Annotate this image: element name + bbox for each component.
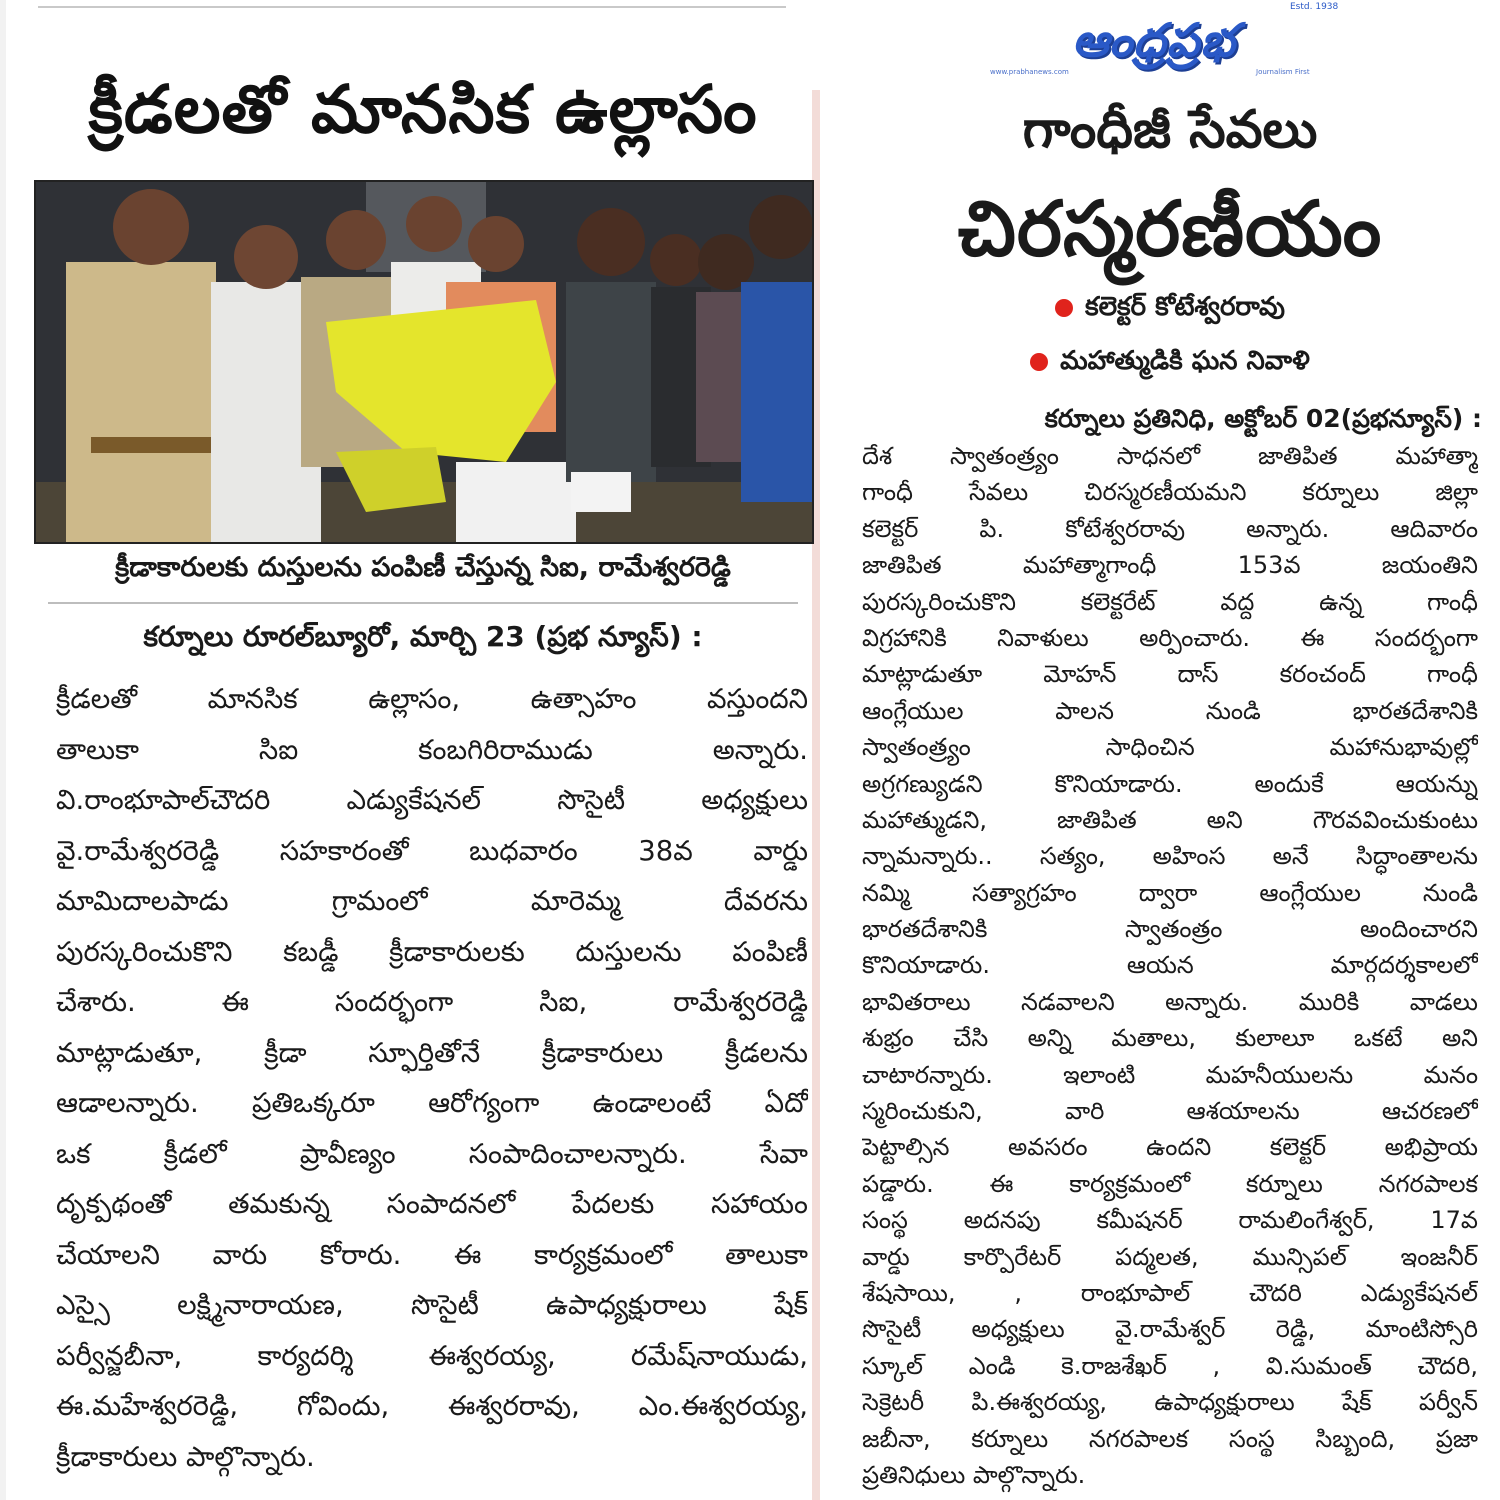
news-photo [34, 180, 814, 544]
body-line: ఆడాలన్నారు. ప్రతిఒక్కరూ ఆరోగ్యంగా ఉండాలంటే ఏదో [56, 1087, 808, 1119]
masthead-established: Estd. 1938 [1290, 2, 1339, 12]
red-bullet-icon [1055, 299, 1073, 317]
page-edge [0, 0, 6, 1500]
body-line: నమ్మి సత్యాగ్రహం ద్వారా ఆంగ్లేయుల నుండి [862, 878, 1478, 907]
body-line: వి.రాంభూపాల్‌చౌదరి ఎడ్యుకేషనల్ సొసైటీ అధ్యక్షులు [56, 784, 808, 816]
body-line: పురస్కరించుకొని కలెక్టరేట్ వద్ద ఉన్న గాంధీ [862, 587, 1478, 616]
body-line: వార్డు కార్పొరేటర్ పద్మలత, మున్సిపల్ ఇంజనీర్ [862, 1242, 1478, 1271]
top-rule [38, 6, 786, 8]
body-line: శేషసాయి, , రాంభూపాల్ చౌదరి ఎడ్యుకేషనల్ [862, 1278, 1478, 1307]
right-headline-line1: గాంధీజీ సేవలు [1022, 100, 1318, 160]
body-line: సొసైటీ అధ్యక్షులు వై.రామేశ్వర్ రెడ్డి, మాంటిస్సోరి [862, 1315, 1478, 1344]
body-line: పర్వీన్జబీనా, కార్యదర్శి ఈశ్వరయ్య, రమేష్‌నాయుడు, [56, 1339, 808, 1372]
body-line: చాటారన్నారు. ఇలాంటి మహనీయులను మనం [862, 1060, 1478, 1089]
body-line: మాట్లాడుతూ మోహన్ దాస్ కరంచంద్ గాంధీ [862, 660, 1478, 689]
left-headline: క్రీడలతో మానసిక ఉల్లాసం [88, 71, 758, 148]
body-line: జాతిపిత మహాత్మాగాంధీ 153వ జయంతిని [862, 551, 1478, 580]
body-line: అగ్రగణ్యుడని కొనియాడారు. అందుకే ఆయన్ను [862, 769, 1478, 798]
subhead-text: కలెక్టర్ కోటేశ్వరరావు [1085, 292, 1285, 322]
body-line: దేశ స్వాతంత్ర్యం సాధనలో జాతిపిత మహాత్మా [862, 442, 1478, 470]
newspaper-masthead-logo: ఆంధ్రప్రభ [1072, 13, 1236, 67]
right-body [862, 438, 1478, 1493]
body-line: మామిదాలపాడు గ్రామంలో మారెమ్మ దేవరను [56, 885, 808, 917]
body-line: మహాత్ముడని, జాతిపిత అని గౌరవవించుకుంటు [862, 805, 1478, 834]
body-line: తాలుకా సిఐ కంబగిరిరాముడు అన్నారు. [56, 733, 808, 766]
subhead-text: మహాత్ముడికి ఘన నివాళి [1060, 346, 1310, 376]
body-line: వై.రామేశ్వరరెడ్డి సహకారంతో బుధవారం 38వ వార్డు [56, 834, 808, 867]
masthead-website: www.prabhanews.com [990, 68, 1069, 76]
body-line: న్నామన్నారు.. సత్యం, అహింస అనే సిద్ధాంతాలను [862, 842, 1478, 871]
photo-caption: క్రీడాకారులకు దుస్తులను పంపిణీ చేస్తున్న సిఐ, రామేశ్వరరెడ్డి [115, 552, 731, 583]
body-line: క్రీడాకారులు పాల్గొన్నారు. [56, 1440, 315, 1473]
body-line: చేశారు. ఈ సందర్భంగా సిఐ, రామేశ్వరరెడ్డి [56, 986, 808, 1018]
body-line: ఆంగ్లేయుల పాలన నుండి భారతదేశానికి [862, 696, 1478, 725]
right-dateline: కర్నూలు ప్రతినిధి, అక్టోబర్ 02(ప్రభన్యూస్) : [1044, 404, 1482, 433]
body-line: క్రీడలతో మానసిక ఉల్లాసం, ఉత్సాహం వస్తుందని [56, 683, 808, 715]
body-line: స్కూల్ ఎండి కె.రాజశేఖర్ , వి.సుమంత్ చౌదరి, [862, 1351, 1478, 1380]
photo-illustration [36, 182, 812, 542]
body-line: దృక్పథంతో తమకున్న సంపాదనలో పేదలకు సహాయం [56, 1188, 808, 1220]
body-line: భారతదేశానికి స్వాతంత్రం అందించారని [862, 915, 1478, 944]
body-line: చేయాలని వారు కోరారు. ఈ కార్యక్రమంలో తాలుకా [56, 1238, 808, 1271]
body-line: సంస్థ అదనపు కమీషనర్ రామలింగేశ్వర్, 17వ [862, 1206, 1478, 1235]
left-article [38, 40, 808, 1473]
body-line: ప్రతినిధులు పాల్గొన్నారు. [862, 1460, 1086, 1489]
body-line: స్వాతంత్ర్యం సాధించిన మహానుభావుల్లో [862, 733, 1478, 762]
left-dateline: కర్నూలు రూరల్‌బ్యూరో, మార్చి 23 (ప్రభ న్యూస్) : [143, 620, 703, 653]
body-line: పురస్కరించుకొని కబడ్డీ క్రీడాకారులకు దుస్తులను పంపిణీ [56, 935, 808, 968]
body-line: జబీనా, కర్నూలు నగరపాలక సంస్థ సిబ్బంది, ప్రజా [862, 1424, 1478, 1453]
red-bullet-icon [1030, 353, 1048, 371]
body-line: గాంధీ సేవలు చిరస్మరణీయమని కర్నూలు జిల్లా [862, 478, 1478, 507]
subhead-1 [840, 292, 1500, 328]
body-line: పడ్డారు. ఈ కార్యక్రమంలో కర్నూలు నగరపాలక [862, 1169, 1478, 1198]
body-line: విగ్రహానికి నివాళులు అర్పించారు. ఈ సందర్భంగా [862, 623, 1478, 652]
body-line: భావితరాలు నడవాలని అన్నారు. మురికి వాడలు [862, 987, 1478, 1016]
body-line: పెట్టాల్సిన అవసరం ఉందని కలెక్టర్ అభిప్రాయ [862, 1133, 1478, 1162]
body-line: ఎస్సై లక్ష్మినారాయణ, సొసైటీ ఉపాధ్యక్షురాలు షేక్ [56, 1289, 808, 1321]
body-line: ఈ.మహేశ్వరరెడ్డి, గోవిందు, ఈశ్వరరావు, ఎం.ఈశ్వరయ్య, [56, 1390, 808, 1422]
body-line: మాట్లాడుతూ, క్రీడా స్ఫూర్తితోనే క్రీడాకారులు క్రీడలను [56, 1036, 808, 1069]
right-headline-line2: చిరస్మరణీయం [957, 184, 1383, 273]
left-body [56, 674, 808, 1482]
subhead-2 [840, 346, 1500, 382]
body-line: ఒక క్రీడలో ప్రావీణ్యం సంపాదించాలన్నారు. సేవా [56, 1137, 808, 1170]
body-line: స్మరించుకుని, వారి ఆశయాలను ఆచరణలో [862, 1097, 1478, 1126]
body-line: సెక్రెటరీ పి.ఈశ్వరయ్య, ఉపాధ్యక్షురాలు షేక్ పర్వీన్ [862, 1388, 1478, 1417]
masthead-tagline: Journalism First [1256, 68, 1310, 76]
caption-rule [48, 602, 798, 604]
body-line: కొనియాడారు. ఆయన మార్గదర్శకాలలో [862, 951, 1478, 980]
body-line: కలెక్టర్ పి. కోటేశ్వరరావు అన్నారు. ఆదివారం [862, 514, 1478, 543]
body-line: శుభ్రం చేసి అన్ని మతాలు, కులాలూ ఒకటే అని [862, 1024, 1478, 1053]
